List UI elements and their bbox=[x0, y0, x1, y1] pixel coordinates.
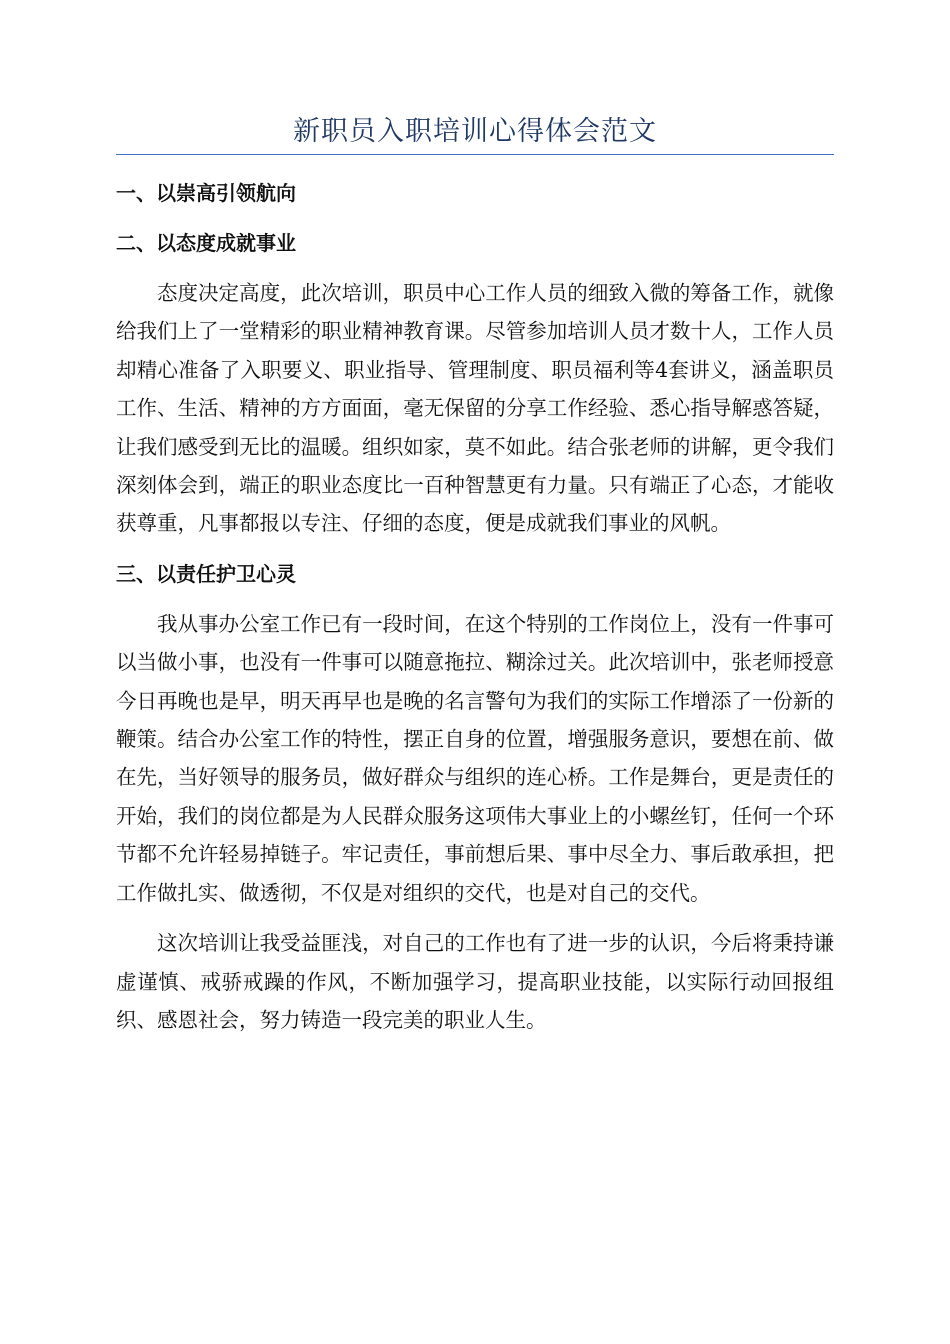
title-underline bbox=[116, 154, 834, 155]
closing-paragraph: 这次培训让我受益匪浅，对自己的工作也有了进一步的认识，今后将秉持谦虚谨慎、戒骄戒躁的作风，不断加强学习，提高职业技能，以实际行动回报组织、感恩社会，努力铸造一段完美的职业人生。 bbox=[116, 931, 834, 1032]
section-heading-1: 一、以崇高引领航向 bbox=[116, 181, 296, 205]
section-heading-2: 二、以态度成就事业 bbox=[116, 231, 296, 255]
section-heading-3: 三、以责任护卫心灵 bbox=[116, 561, 296, 586]
section-paragraph-3: 我从事办公室工作已有一段时间，在这个特别的工作岗位上，没有一件事可以当做小事，也没有一件事可以随意拖拉、糊涂过关。此次培训中，张老师授意今日再晚也是早，明天再早也是晚的名言警句为我们的实际工作增添了一份新的鞭策。结合办公室工作的特性，摆正自身的位置，增强服务意识，要想在前、做在先，当好领导的服务员，做好群众与组织的连心桥。工作是舞台，更是责任的开始，我们的岗位都是为人民群众服务这项伟大事业上的小螺丝钉，任何一个环节都不允许轻易掉链子。牢记责任，事前想后果、事中尽全力、事后敢承担，把工作做扎实、做透彻，不仅是对组织的交代，也是对自己的交代。 bbox=[116, 611, 834, 905]
section-paragraph-2: 态度决定高度，此次培训，职员中心工作人员的细致入微的筹备工作，就像给我们上了一堂精彩的职业精神教育课。尽管参加培训人员才数十人，工作人员却精心准备了入职要义、职业指导、管理制度、职员福利等4套讲义，涵盖职员工作、生活、精神的方方面面，毫无保留的分享工作经验、悉心指导解惑答疑，让我们感受到无比的温暖。组织如家，莫不如此。结合张老师的讲解，更令我们深刻体会到，端正的职业态度比一百种智慧更有力量。只有端正了心态，才能收获尊重，凡事都报以专注、仔细的态度，便是成就我们事业的风帆。 bbox=[116, 281, 834, 536]
page-title: 新职员入职培训心得体会范文 bbox=[293, 116, 657, 147]
document-body bbox=[116, 170, 834, 1051]
